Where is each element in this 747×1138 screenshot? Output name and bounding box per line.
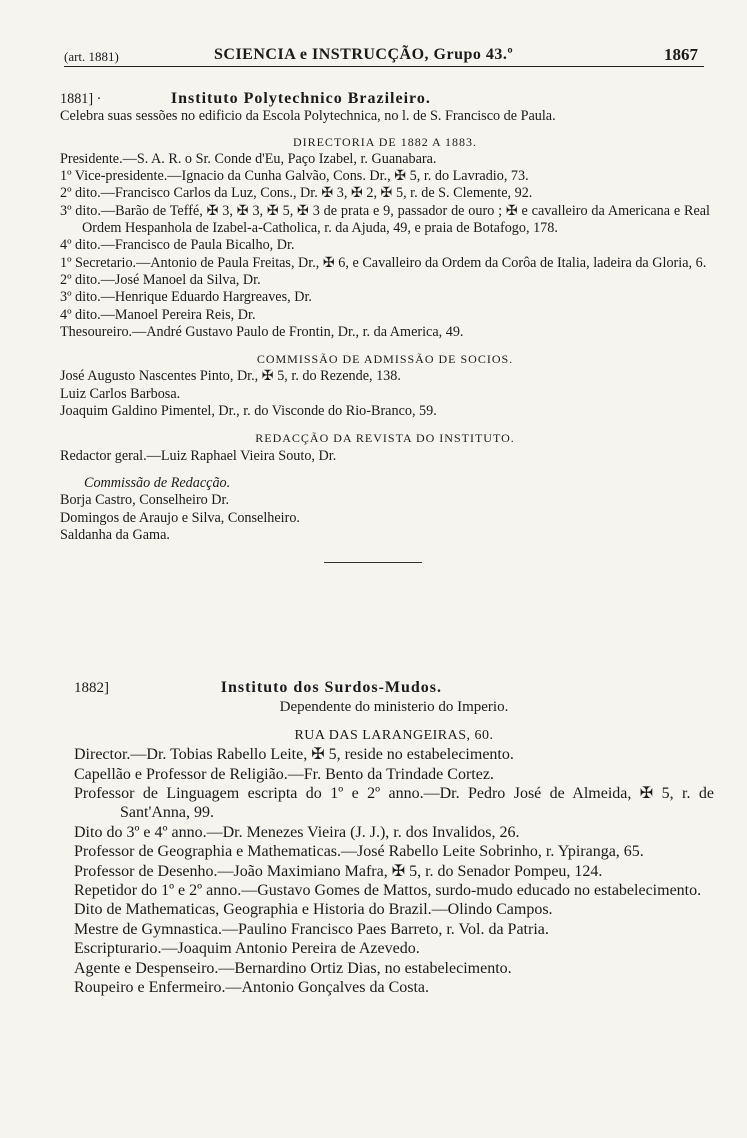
section-subtitle: Dependente do ministerio do Imperio. — [279, 699, 509, 716]
admission-heading: COMMISSÃO DE ADMISSÃO DE SOCIOS. — [256, 352, 514, 367]
staff-entry: Dito de Mathematicas, Geographia e Historia do Brazil.—Olindo Campos. — [74, 901, 553, 919]
staff-entry: Roupeiro e Enfermeiro.—Antonio Gonçalves da Costa. — [74, 979, 430, 997]
section-title: Instituto dos Surdos-Mudos. — [220, 679, 443, 696]
committee-member: Domingos de Araujo e Silva, Conselheiro. — [60, 509, 300, 526]
directory-entry: 1º Vice-presidente.—Ignacio da Cunha Galvão, Cons. Dr., ✠ 5, r. do Lavradio, 73. — [60, 168, 529, 185]
staff-entry: Professor de Geographia e Mathematicas.—José Rabello Leite Sobrinho, r. Ypiranga, 65. — [74, 843, 644, 861]
section-intro: Celebra suas sessões no edificio da Escola Polytechnica, no l. de S. Francisco de Paula. — [60, 108, 556, 125]
directory-entry: 3º dito.—Henrique Eduardo Hargreaves, Dr. — [60, 289, 312, 306]
directory-entry: 1º Secretario.—Antonio de Paula Freitas, Dr., ✠ 6, e Cavalleiro da Ordem da Corôa de Italia, ladeira da Gloria, 6. — [60, 254, 707, 271]
section-divider — [324, 562, 422, 563]
staff-entry: Dito do 3º e 4º anno.—Dr. Menezes Vieira (J. J.), r. dos Invalidos, 26. — [74, 823, 520, 841]
staff-entry: Escripturario.—Joaquim Antonio Pereira de Azevedo. — [74, 940, 420, 958]
staff-entry: Repetidor do 1º e 2º anno.—Gustavo Gomes de Mattos, surdo-mudo educado no estabelecimento. — [74, 882, 702, 900]
editor-in-chief: Redactor geral.—Luiz Raphael Vieira Souto, Dr. — [60, 447, 337, 464]
header-title: SCIENCIA e INSTRUCÇÃO, Grupo 43.º — [214, 46, 514, 63]
staff-entry: Mestre de Gymnastica.—Paulino Francisco Paes Barreto, r. Vol. da Patria. — [74, 920, 549, 938]
admission-member: Joaquim Galdino Pimentel, Dr., r. do Visconde do Rio-Branco, 59. — [60, 403, 437, 420]
admission-member: José Augusto Nascentes Pinto, Dr., ✠ 5, r. do Rezende, 138. — [60, 368, 401, 385]
staff-entry: Agente e Despenseiro.—Bernardino Ortiz Dias, no estabelecimento. — [74, 959, 512, 977]
section-title: Instituto Polytechnico Brazileiro. — [170, 90, 431, 107]
staff-entry: Professor de Linguagem escripta do 1º e 2º anno.—Dr. Pedro José de Almeida, ✠ 5, r. de Sant'Anna, 99. — [74, 785, 714, 822]
directory-entry: 3º dito.—Barão de Teffé, ✠ 3, ✠ 3, ✠ 5, ✠ 3 de prata e 9, passador de ouro ; ✠ e cavalleiro da Americana e Real Ordem Hespanhola de Izabel-a-Catholica, r. da Ajuda, 49, e praia de Botafogo, 178. — [60, 202, 710, 237]
entry-number: 1882] — [74, 680, 109, 696]
directory-entry: 2º dito.—Francisco Carlos da Luz, Cons., Dr. ✠ 3, ✠ 2, ✠ 5, r. de S. Clemente, 92. — [60, 185, 533, 202]
committee-member: Borja Castro, Conselheiro Dr. — [60, 492, 230, 509]
directory-entry: 4º dito.—Manoel Pereira Reis, Dr. — [60, 306, 256, 323]
section-instituto-surdos-mudos — [74, 678, 714, 998]
page-number: 1867 — [664, 45, 698, 64]
journal-heading: REDACÇÃO DA REVISTA DO INSTITUTO. — [255, 431, 515, 446]
committee-heading: Commissão de Redacção. — [84, 474, 231, 491]
directory-entry: 2º dito.—José Manoel da Silva, Dr. — [60, 271, 261, 288]
staff-entry: Professor de Desenho.—João Maximiano Mafra, ✠ 5, r. do Senador Pompeu, 124. — [74, 862, 603, 880]
header-rule — [64, 66, 704, 67]
directory-entry: Thesoureiro.—André Gustavo Paulo de Frontin, Dr., r. da America, 49. — [60, 323, 464, 340]
directory-entry: 4º dito.—Francisco de Paula Bicalho, Dr. — [60, 237, 295, 254]
header-article-range: (art. 1881) — [64, 49, 119, 64]
section-address: RUA DAS LARANGEIRAS, 60. — [294, 727, 494, 743]
staff-entry: Capellão e Professor de Religião.—Fr. Bento da Trindade Cortez. — [74, 765, 494, 783]
directory-heading: DIRECTORIA DE 1882 A 1883. — [292, 134, 478, 149]
directory-entry: Presidente.—S. A. R. o Sr. Conde d'Eu, Paço Izabel, r. Guanabara. — [60, 150, 437, 167]
section-instituto-polytechnico — [60, 90, 710, 563]
staff-entry: Director.—Dr. Tobias Rabello Leite, ✠ 5, reside no estabelecimento. — [74, 746, 514, 764]
page-header — [64, 44, 704, 68]
entry-number: 1881] · — [60, 91, 102, 107]
committee-member: Saldanha da Gama. — [60, 526, 170, 543]
admission-member: Luiz Carlos Barbosa. — [60, 385, 181, 402]
